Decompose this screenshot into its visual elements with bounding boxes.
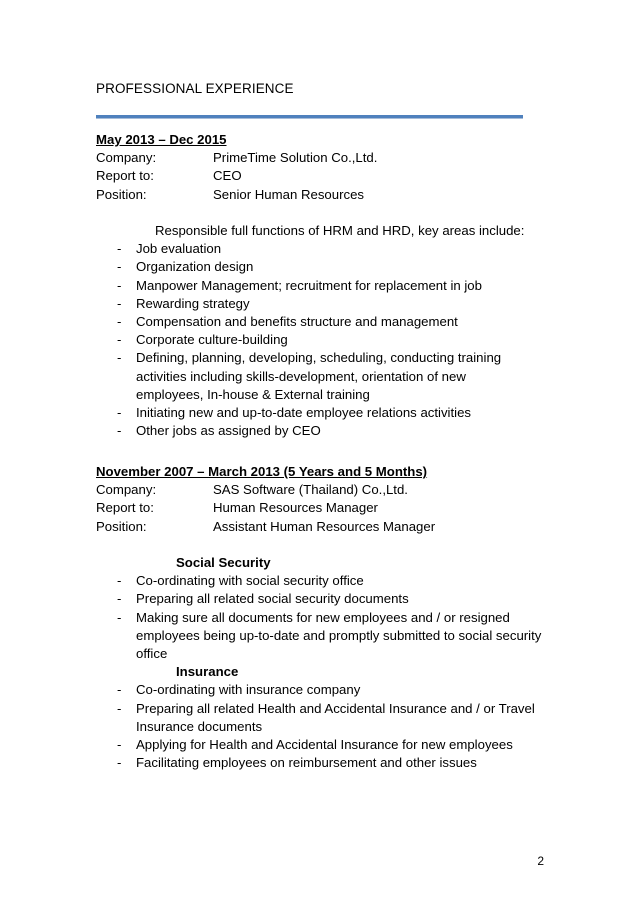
social-security-list: [96, 572, 542, 663]
job-period: May 2013 – Dec 2015: [96, 132, 227, 147]
list-item: - Compensation and benefits structure and management: [117, 314, 458, 330]
list-item: - Co-ordinating with insurance company: [117, 682, 361, 698]
job-period: November 2007 – March 2013 (5 Years and 5 Months): [96, 464, 428, 479]
list-item: - Manpower Management; recruitment for replacement in job: [117, 277, 482, 293]
position-value: Assistant Human Resources Manager: [213, 518, 436, 534]
list-item: - Other jobs as assigned by CEO: [117, 423, 321, 439]
group-title-insurance: Insurance: [176, 664, 239, 680]
report-label: Report to:: [96, 500, 154, 516]
job-entry-1: [96, 131, 536, 440]
position-value: Senior Human Resources: [213, 186, 364, 202]
list-item: - Facilitating employees on reimbursement and other issues: [117, 755, 477, 771]
list-item: - Job evaluation: [117, 241, 222, 257]
report-label: Report to:: [96, 168, 154, 184]
company-label: Company:: [96, 482, 157, 498]
heading-divider-shadow: [96, 118, 523, 119]
list-item: - Co-ordinating with social security office: [117, 573, 364, 589]
list-item: - Corporate culture-building: [117, 332, 288, 348]
company-row: [96, 149, 536, 167]
insurance-list: [96, 681, 536, 772]
list-item: - Organization design: [117, 259, 254, 275]
list-item: - Initiating new and up-to-date employee relations activities: [117, 405, 472, 421]
list-item: - Making sure all documents for new employees and / or resigned employees being up-to-date and promptly submitted to social security office: [117, 609, 542, 662]
list-item: - Preparing all related social security documents: [117, 591, 409, 607]
company-value: SAS Software (Thailand) Co.,Ltd.: [213, 482, 408, 498]
list-item: - Defining, planning, developing, scheduling, conducting training activities including skills-development, orientation of new employees, In-house & External training: [117, 350, 502, 402]
report-value: Human Resources Manager: [213, 500, 378, 516]
page-number: 2: [537, 854, 544, 868]
section-heading: PROFESSIONAL EXPERIENCE: [96, 81, 294, 96]
list-item: - Preparing all related Health and Accidental Insurance and / or Travel Insurance documents: [117, 700, 535, 734]
position-label: Position:: [96, 518, 147, 534]
job-entry-2: [96, 463, 542, 772]
position-label: Position:: [96, 186, 147, 202]
report-row: [96, 499, 536, 517]
report-row: [96, 167, 536, 185]
company-row: [96, 481, 536, 499]
group-title-social-security: Social Security: [176, 555, 271, 570]
position-row: [96, 186, 536, 204]
responsibilities-list: [96, 240, 536, 440]
responsibilities-intro: Responsible full functions of HRM and HRD, key areas include:: [155, 223, 525, 238]
company-label: Company:: [96, 150, 157, 166]
report-value: CEO: [213, 168, 242, 184]
list-item: - Applying for Health and Accidental Insurance for new employees: [117, 737, 513, 753]
company-value: PrimeTime Solution Co.,Ltd.: [213, 150, 378, 166]
list-item: - Rewarding strategy: [117, 295, 250, 311]
position-row: [96, 518, 536, 536]
